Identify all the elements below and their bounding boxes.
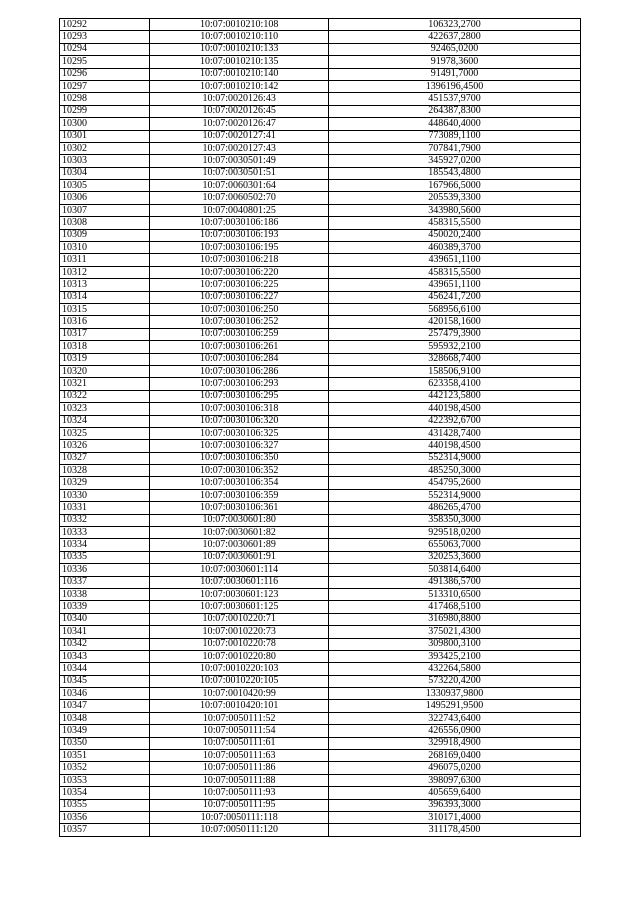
cadastral-value-cell: 573220,4200: [329, 675, 581, 687]
row-number-cell: 10300: [60, 118, 150, 130]
cadastral-number-cell: 10:07:0010210:110: [150, 31, 329, 43]
table-row: [60, 514, 581, 526]
row-number-cell: 10346: [60, 688, 150, 700]
cadastral-value-cell: 439651,1100: [329, 254, 581, 266]
cadastral-number-cell: 10:07:0030501:49: [150, 155, 329, 167]
cadastral-number-cell: 10:07:0030106:259: [150, 328, 329, 340]
cadastral-number-cell: 10:07:0030106:220: [150, 266, 329, 278]
row-number-cell: 10315: [60, 303, 150, 315]
row-number-cell: 10320: [60, 365, 150, 377]
row-number-cell: 10335: [60, 551, 150, 563]
table-row: [60, 328, 581, 340]
row-number-cell: 10321: [60, 378, 150, 390]
row-number-cell: 10295: [60, 56, 150, 68]
cadastral-value-cell: 92465,0200: [329, 43, 581, 55]
row-number-cell: 10333: [60, 527, 150, 539]
cadastral-number-cell: 10:07:0030501:51: [150, 167, 329, 179]
table-row: [60, 675, 581, 687]
cadastral-number-cell: 10:07:0030106:352: [150, 465, 329, 477]
row-number-cell: 10307: [60, 204, 150, 216]
row-number-cell: 10296: [60, 68, 150, 80]
cadastral-value-cell: 167966,5000: [329, 180, 581, 192]
cadastral-number-cell: 10:07:0020126:47: [150, 118, 329, 130]
cadastral-number-cell: 10:07:0030106:350: [150, 452, 329, 464]
row-number-cell: 10355: [60, 799, 150, 811]
cadastral-number-cell: 10:07:0030106:354: [150, 477, 329, 489]
table-row: [60, 725, 581, 737]
cadastral-value-cell: 513310,6500: [329, 588, 581, 600]
table-row: [60, 56, 581, 68]
cadastral-number-cell: 10:07:0030601:91: [150, 551, 329, 563]
cadastral-number-cell: 10:07:0030106:359: [150, 489, 329, 501]
row-number-cell: 10298: [60, 93, 150, 105]
cadastral-value-cell: 375021,4300: [329, 626, 581, 638]
cadastral-number-cell: 10:07:0030601:123: [150, 588, 329, 600]
row-number-cell: 10293: [60, 31, 150, 43]
table-row: [60, 440, 581, 452]
table-row: [60, 539, 581, 551]
cadastral-number-cell: 10:07:0030601:116: [150, 576, 329, 588]
cadastral-value-cell: 398097,6300: [329, 774, 581, 786]
table-row: [60, 688, 581, 700]
cadastral-number-cell: 10:07:0030106:327: [150, 440, 329, 452]
table-row: [60, 601, 581, 613]
cadastral-value-cell: 205539,3300: [329, 192, 581, 204]
cadastral-number-cell: 10:07:0010210:140: [150, 68, 329, 80]
cadastral-number-cell: 10:07:0060502:70: [150, 192, 329, 204]
table-row: [60, 192, 581, 204]
table-row: [60, 43, 581, 55]
cadastral-value-cell: 1495291,9500: [329, 700, 581, 712]
cadastral-number-cell: 10:07:0030106:186: [150, 217, 329, 229]
table-row: [60, 588, 581, 600]
row-number-cell: 10317: [60, 328, 150, 340]
row-number-cell: 10357: [60, 824, 150, 836]
row-number-cell: 10353: [60, 774, 150, 786]
row-number-cell: 10305: [60, 180, 150, 192]
cadastral-number-cell: 10:07:0030106:320: [150, 415, 329, 427]
cadastral-value-cell: 91978,3600: [329, 56, 581, 68]
table-row: [60, 341, 581, 353]
cadastral-value-cell: 343980,5600: [329, 204, 581, 216]
table-row: [60, 118, 581, 130]
table-row: [60, 527, 581, 539]
cadastral-value-cell: 316980,8800: [329, 613, 581, 625]
cadastral-number-cell: 10:07:0030106:225: [150, 279, 329, 291]
table-row: [60, 712, 581, 724]
cadastral-value-cell: 405659,6400: [329, 787, 581, 799]
cadastral-number-cell: 10:07:0010210:108: [150, 19, 329, 31]
table-row: [60, 812, 581, 824]
row-number-cell: 10310: [60, 242, 150, 254]
cadastral-value-cell: 185543,4800: [329, 167, 581, 179]
cadastral-value-cell: 448640,4000: [329, 118, 581, 130]
cadastral-value-cell: 320253,3600: [329, 551, 581, 563]
cadastral-value-cell: 439651,1100: [329, 279, 581, 291]
cadastral-number-cell: 10:07:0010220:105: [150, 675, 329, 687]
cadastral-number-cell: 10:07:0060301:64: [150, 180, 329, 192]
cadastral-number-cell: 10:07:0050111:61: [150, 737, 329, 749]
row-number-cell: 10356: [60, 812, 150, 824]
table-row: [60, 403, 581, 415]
table-body: [60, 19, 581, 837]
table-row: [60, 502, 581, 514]
cadastral-value-cell: 358350,3000: [329, 514, 581, 526]
cadastral-value-table: [59, 18, 581, 837]
cadastral-value-cell: 454795,2600: [329, 477, 581, 489]
row-number-cell: 10292: [60, 19, 150, 31]
table-row: [60, 427, 581, 439]
cadastral-value-cell: 655063,7000: [329, 539, 581, 551]
cadastral-value-cell: 328668,7400: [329, 353, 581, 365]
cadastral-number-cell: 10:07:0040801:25: [150, 204, 329, 216]
cadastral-value-cell: 440198,4500: [329, 440, 581, 452]
cadastral-number-cell: 10:07:0050111:63: [150, 750, 329, 762]
table-row: [60, 180, 581, 192]
table-row: [60, 700, 581, 712]
row-number-cell: 10309: [60, 229, 150, 241]
cadastral-number-cell: 10:07:0020127:43: [150, 142, 329, 154]
cadastral-value-cell: 268169,0400: [329, 750, 581, 762]
table-row: [60, 365, 581, 377]
table-row: [60, 750, 581, 762]
row-number-cell: 10339: [60, 601, 150, 613]
cadastral-number-cell: 10:07:0010210:133: [150, 43, 329, 55]
cadastral-value-cell: 440198,4500: [329, 403, 581, 415]
cadastral-number-cell: 10:07:0030601:80: [150, 514, 329, 526]
table-row: [60, 229, 581, 241]
table-row: [60, 167, 581, 179]
cadastral-value-cell: 158506,9100: [329, 365, 581, 377]
row-number-cell: 10304: [60, 167, 150, 179]
table-row: [60, 477, 581, 489]
cadastral-value-cell: 309800,3100: [329, 638, 581, 650]
cadastral-value-cell: 264387,8300: [329, 105, 581, 117]
table-row: [60, 130, 581, 142]
cadastral-value-cell: 485250,3000: [329, 465, 581, 477]
row-number-cell: 10334: [60, 539, 150, 551]
table-row: [60, 613, 581, 625]
table-row: [60, 217, 581, 229]
row-number-cell: 10337: [60, 576, 150, 588]
cadastral-number-cell: 10:07:0010420:99: [150, 688, 329, 700]
table-row: [60, 737, 581, 749]
cadastral-value-cell: 420158,1600: [329, 316, 581, 328]
cadastral-value-cell: 417468,5100: [329, 601, 581, 613]
cadastral-number-cell: 10:07:0030601:89: [150, 539, 329, 551]
table-row: [60, 650, 581, 662]
table-row: [60, 465, 581, 477]
cadastral-value-cell: 491386,5700: [329, 576, 581, 588]
cadastral-value-cell: 329918,4900: [329, 737, 581, 749]
row-number-cell: 10352: [60, 762, 150, 774]
row-number-cell: 10348: [60, 712, 150, 724]
row-number-cell: 10326: [60, 440, 150, 452]
row-number-cell: 10294: [60, 43, 150, 55]
row-number-cell: 10345: [60, 675, 150, 687]
row-number-cell: 10336: [60, 564, 150, 576]
table-row: [60, 774, 581, 786]
cadastral-number-cell: 10:07:0050111:118: [150, 812, 329, 824]
row-number-cell: 10316: [60, 316, 150, 328]
table-row: [60, 415, 581, 427]
table-row: [60, 564, 581, 576]
cadastral-number-cell: 10:07:0030106:284: [150, 353, 329, 365]
row-number-cell: 10344: [60, 663, 150, 675]
cadastral-number-cell: 10:07:0010220:78: [150, 638, 329, 650]
table-row: [60, 489, 581, 501]
cadastral-number-cell: 10:07:0030106:261: [150, 341, 329, 353]
table-row: [60, 390, 581, 402]
row-number-cell: 10303: [60, 155, 150, 167]
cadastral-value-cell: 451537,9700: [329, 93, 581, 105]
row-number-cell: 10338: [60, 588, 150, 600]
row-number-cell: 10308: [60, 217, 150, 229]
cadastral-number-cell: 10:07:0030601:82: [150, 527, 329, 539]
row-number-cell: 10351: [60, 750, 150, 762]
cadastral-value-cell: 929518,0200: [329, 527, 581, 539]
table-row: [60, 155, 581, 167]
row-number-cell: 10350: [60, 737, 150, 749]
cadastral-number-cell: 10:07:0030106:286: [150, 365, 329, 377]
table-row: [60, 254, 581, 266]
cadastral-number-cell: 10:07:0030106:361: [150, 502, 329, 514]
cadastral-number-cell: 10:07:0030106:252: [150, 316, 329, 328]
table-row: [60, 19, 581, 31]
cadastral-number-cell: 10:07:0020126:45: [150, 105, 329, 117]
cadastral-number-cell: 10:07:0020127:41: [150, 130, 329, 142]
cadastral-number-cell: 10:07:0030106:193: [150, 229, 329, 241]
table-row: [60, 303, 581, 315]
cadastral-number-cell: 10:07:0020126:43: [150, 93, 329, 105]
cadastral-value-cell: 496075,0200: [329, 762, 581, 774]
cadastral-value-cell: 1396196,4500: [329, 80, 581, 92]
cadastral-value-cell: 431428,7400: [329, 427, 581, 439]
row-number-cell: 10299: [60, 105, 150, 117]
cadastral-value-cell: 595932,2100: [329, 341, 581, 353]
cadastral-number-cell: 10:07:0050111:88: [150, 774, 329, 786]
row-number-cell: 10323: [60, 403, 150, 415]
table-row: [60, 626, 581, 638]
cadastral-value-cell: 311178,4500: [329, 824, 581, 836]
cadastral-number-cell: 10:07:0030106:227: [150, 291, 329, 303]
cadastral-value-cell: 396393,3000: [329, 799, 581, 811]
cadastral-value-cell: 707841,7900: [329, 142, 581, 154]
row-number-cell: 10322: [60, 390, 150, 402]
cadastral-value-cell: 458315,5500: [329, 266, 581, 278]
cadastral-number-cell: 10:07:0010220:71: [150, 613, 329, 625]
cadastral-number-cell: 10:07:0050111:93: [150, 787, 329, 799]
cadastral-number-cell: 10:07:0010220:103: [150, 663, 329, 675]
row-number-cell: 10331: [60, 502, 150, 514]
cadastral-value-cell: 486265,4700: [329, 502, 581, 514]
cadastral-value-cell: 456241,7200: [329, 291, 581, 303]
table-row: [60, 663, 581, 675]
cadastral-value-cell: 345927,0200: [329, 155, 581, 167]
cadastral-number-cell: 10:07:0010210:142: [150, 80, 329, 92]
cadastral-number-cell: 10:07:0010210:135: [150, 56, 329, 68]
cadastral-value-cell: 426556,0900: [329, 725, 581, 737]
table-row: [60, 762, 581, 774]
table-row: [60, 31, 581, 43]
cadastral-number-cell: 10:07:0010220:73: [150, 626, 329, 638]
cadastral-number-cell: 10:07:0030106:325: [150, 427, 329, 439]
cadastral-value-cell: 442123,5800: [329, 390, 581, 402]
row-number-cell: 10301: [60, 130, 150, 142]
table-row: [60, 105, 581, 117]
cadastral-number-cell: 10:07:0050111:95: [150, 799, 329, 811]
row-number-cell: 10314: [60, 291, 150, 303]
table-row: [60, 787, 581, 799]
cadastral-value-cell: 773089,1100: [329, 130, 581, 142]
cadastral-value-cell: 568956,6100: [329, 303, 581, 315]
row-number-cell: 10306: [60, 192, 150, 204]
table-row: [60, 638, 581, 650]
table-row: [60, 68, 581, 80]
cadastral-number-cell: 10:07:0030106:295: [150, 390, 329, 402]
table-row: [60, 204, 581, 216]
cadastral-value-cell: 432264,5800: [329, 663, 581, 675]
row-number-cell: 10343: [60, 650, 150, 662]
row-number-cell: 10324: [60, 415, 150, 427]
cadastral-number-cell: 10:07:0050111:120: [150, 824, 329, 836]
row-number-cell: 10311: [60, 254, 150, 266]
cadastral-value-cell: 422392,6700: [329, 415, 581, 427]
row-number-cell: 10319: [60, 353, 150, 365]
cadastral-value-cell: 552314,9000: [329, 489, 581, 501]
row-number-cell: 10327: [60, 452, 150, 464]
cadastral-value-cell: 257479,3900: [329, 328, 581, 340]
cadastral-number-cell: 10:07:0030106:318: [150, 403, 329, 415]
cadastral-value-cell: 106323,2700: [329, 19, 581, 31]
cadastral-value-cell: 91491,7000: [329, 68, 581, 80]
table-row: [60, 551, 581, 563]
table-row: [60, 291, 581, 303]
cadastral-value-cell: 623358,4100: [329, 378, 581, 390]
row-number-cell: 10313: [60, 279, 150, 291]
cadastral-number-cell: 10:07:0030106:293: [150, 378, 329, 390]
cadastral-value-cell: 1330937,9800: [329, 688, 581, 700]
cadastral-number-cell: 10:07:0030106:250: [150, 303, 329, 315]
row-number-cell: 10302: [60, 142, 150, 154]
cadastral-number-cell: 10:07:0050111:54: [150, 725, 329, 737]
cadastral-number-cell: 10:07:0030106:195: [150, 242, 329, 254]
cadastral-value-cell: 393425,2100: [329, 650, 581, 662]
document-page: [59, 18, 581, 837]
table-row: [60, 824, 581, 836]
cadastral-number-cell: 10:07:0010220:80: [150, 650, 329, 662]
table-row: [60, 242, 581, 254]
cadastral-number-cell: 10:07:0030601:114: [150, 564, 329, 576]
row-number-cell: 10329: [60, 477, 150, 489]
table-row: [60, 576, 581, 588]
row-number-cell: 10325: [60, 427, 150, 439]
table-row: [60, 279, 581, 291]
table-row: [60, 316, 581, 328]
row-number-cell: 10342: [60, 638, 150, 650]
cadastral-value-cell: 460389,3700: [329, 242, 581, 254]
table-row: [60, 799, 581, 811]
cadastral-number-cell: 10:07:0030601:125: [150, 601, 329, 613]
row-number-cell: 10341: [60, 626, 150, 638]
row-number-cell: 10318: [60, 341, 150, 353]
cadastral-number-cell: 10:07:0030106:218: [150, 254, 329, 266]
cadastral-value-cell: 450020,2400: [329, 229, 581, 241]
table-row: [60, 353, 581, 365]
table-row: [60, 378, 581, 390]
row-number-cell: 10330: [60, 489, 150, 501]
row-number-cell: 10354: [60, 787, 150, 799]
row-number-cell: 10328: [60, 465, 150, 477]
cadastral-value-cell: 322743,6400: [329, 712, 581, 724]
cadastral-number-cell: 10:07:0050111:86: [150, 762, 329, 774]
table-row: [60, 266, 581, 278]
table-row: [60, 142, 581, 154]
cadastral-value-cell: 458315,5500: [329, 217, 581, 229]
cadastral-value-cell: 422637,2800: [329, 31, 581, 43]
cadastral-number-cell: 10:07:0050111:52: [150, 712, 329, 724]
row-number-cell: 10297: [60, 80, 150, 92]
row-number-cell: 10312: [60, 266, 150, 278]
table-row: [60, 80, 581, 92]
cadastral-value-cell: 310171,4000: [329, 812, 581, 824]
cadastral-value-cell: 503814,6400: [329, 564, 581, 576]
row-number-cell: 10332: [60, 514, 150, 526]
table-row: [60, 93, 581, 105]
row-number-cell: 10340: [60, 613, 150, 625]
cadastral-number-cell: 10:07:0010420:101: [150, 700, 329, 712]
cadastral-value-cell: 552314,9000: [329, 452, 581, 464]
row-number-cell: 10349: [60, 725, 150, 737]
table-row: [60, 452, 581, 464]
row-number-cell: 10347: [60, 700, 150, 712]
